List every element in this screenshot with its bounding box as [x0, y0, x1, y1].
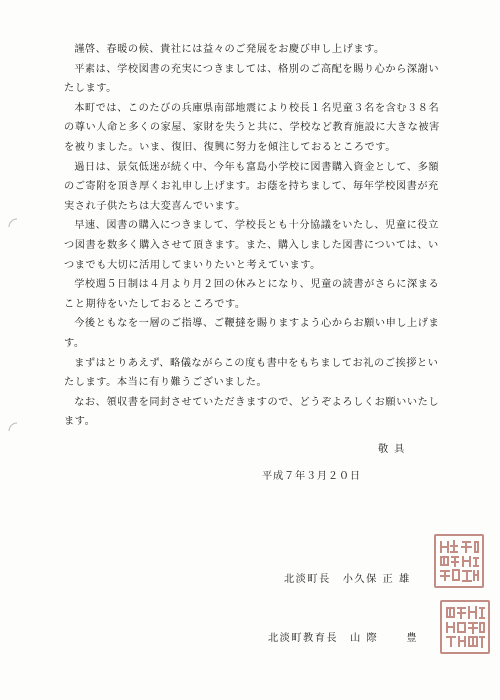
punch-hole-mark-top: [8, 218, 18, 228]
paragraph-request: 今後ともなを一層のご指導、ご鞭撻を賜りますよう心からお願い申し上げます。: [64, 318, 440, 349]
punch-hole-mark-bottom: [8, 422, 18, 432]
paragraph-thanks: 平素は、学校図書の充実につきましては、格別のご高配を賜り心から深謝いたします。: [64, 63, 440, 95]
paragraph-receipt: なお、領収書を同封させていただきますので、どうぞよろしくお願いいたします。: [64, 396, 440, 428]
closing-keigu: 敬具: [378, 444, 411, 455]
paragraph-earthquake: 本町では、このたびの兵庫県南部地震により校長１名児童３名を含む３８名の尊い人命と多くの家屋、家財を失うと共に、学校など教育施設に大きな被害を被りました。いま、復旧、復興に努力を傾注しておるところです。: [64, 102, 440, 153]
signature-mayor: [284, 570, 411, 585]
education-seal-stamp: [440, 600, 490, 654]
edu-title: 北淡町教育長: [268, 633, 339, 644]
edu-name: 山 際 豊: [350, 633, 419, 644]
paragraph-greeting: 謹啓、春暖の候、貴社には益々のご発展をお慶び申し上げます。: [74, 44, 385, 55]
letter-date: 平成７年３月２０日: [262, 471, 361, 482]
education-seal-glyphs: [444, 604, 486, 650]
paragraph-donation: 過日は、景気低迷が続く中、今年も富島小学校に図書購入資金として、多額のご寄附を頂き厚くお礼申し上げます。お蔭を持ちまして、毎年学校図書が充実され子供たちは大変喜んでいます。: [64, 161, 440, 212]
signature-education-superintendent: [268, 629, 418, 644]
mayor-name: 小久保 正 雄: [342, 574, 411, 585]
paragraph-book-purchase: 早速、図書の購入につきまして、学校長とも十分協議をいたし、児童に役立つ図書を数多く購入させて頂きます。また、購入しました図書については、いつまでも大切に活用してまいりたいと考えています。: [64, 220, 439, 271]
mayor-seal-stamp: [434, 534, 484, 588]
paragraph-closing-thanks: まずはとりあえず、略儀ながらこの度も書中をもちましてお礼のご挨拶といたします。本当に有り難うございました。: [64, 357, 439, 389]
letter-body: [64, 40, 444, 432]
mayor-seal-glyphs: [438, 538, 480, 584]
mayor-title: 北淡町長: [284, 574, 331, 585]
paragraph-school-week: 学校週５日制は４月より月２回の休みとになり、児童の読書がさらに深まること期待をいたしておるところです。: [64, 279, 440, 310]
